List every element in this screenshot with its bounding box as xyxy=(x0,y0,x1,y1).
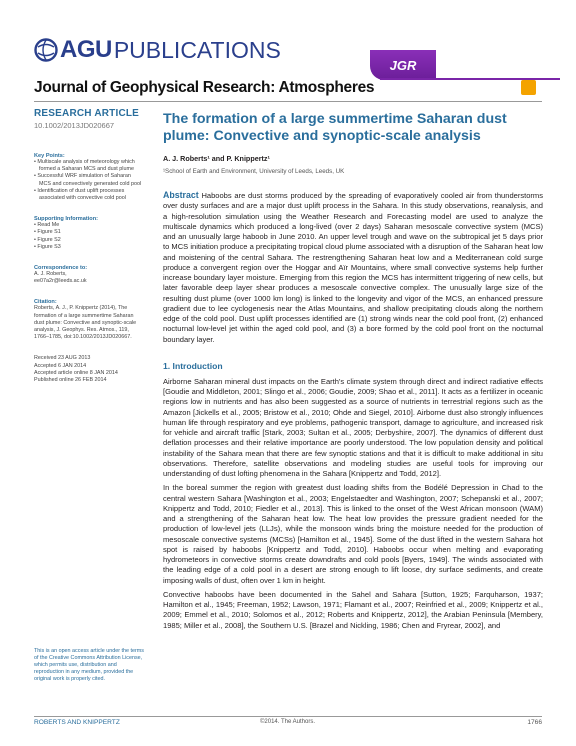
citation-heading: Citation: xyxy=(34,299,57,306)
article-type: RESEARCH ARTICLE xyxy=(34,108,140,119)
abstract xyxy=(163,190,543,345)
article-main xyxy=(163,111,543,635)
key-point: • Successful WRF simulation of Saharan MCS and convectively generated cold pool xyxy=(34,173,142,187)
citation-text: Roberts, A. J., P. Knippertz (2014), The formation of a large summertime Saharan dust plume: Convective and synoptic-scale analysis, J. Geophys. Res. Atmos., 119, 1766–1785, doi:10.1002/2013JD020667. xyxy=(34,305,137,341)
abstract-label: Abstract xyxy=(163,190,199,200)
date-accepted: Accepted 6 JAN 2014 xyxy=(34,362,87,369)
body-paragraph: Convective haboobs have been documented in the Sahel and Sahara [Sutton, 1925; Farquharson, 1937; Hamilton et al., 1945; Freeman, 1952; Lawson, 1971; Flamant et al., 2007; Reinfried et al., 2009; Knippertz et al., 2009; Emmel et al., 2010; Solomos et al., 2012; Roberts and Knippertz, 2012], the Arabian Peninsula [Membery, 1985; Miller et al., 2008], the Southern U.S. [Brazel and Nickling, 1986; Chen and Fryrear, 2002], and xyxy=(163,589,543,630)
date-published: Published online 26 FEB 2014 xyxy=(34,377,107,384)
globe-icon xyxy=(34,38,58,62)
article-authors: A. J. Roberts¹ and P. Knippertz¹ xyxy=(163,154,270,163)
page-number: 1766 xyxy=(527,719,542,726)
footer-divider xyxy=(34,716,542,717)
abstract-text: Haboobs are dust storms produced by the spreading of evaporatively cooled air from thunderstorms over dusty surfaces and are a major dust uplift process in the Sahara. In this study observations, reanalysis, and a high-resolution simulation using the Weather Research and Forecasting model are used to analyze the multiscale dynamics which produced a long-lived (over 2 days) Saharan mesoscale convective system (MCS) and an unusually large haboob in June 2010. An upper level trough and wave on the subtropical jet 5 days prior to MCS initiation produce a precipitating tropical cloud plume associated with a disruption of the Saharan heat low and moistening of the central Sahara. The restrengthening Saharan heat low and a Mediterranean cold surge produce a convergent region over the Hoggar and Aïr Mountains, where small convective systems help further increase boundary layer moisture. Emerging from this region the MCS has intermittent triggering of new cells, but later favorable deep layer shear produces a mesoscale convective complex. The unusually large size of the resulting dust plume (over 1000 km long) is linked to the longevity and vigor of the MCS, an enhanced pressure gradient due to lee cyclogenesis near the Atlas Mountains, and shallow precipitating clouds along the northern edge of the cold pool. Dust uplift processes identified are (1) strong winds near the cold pool front, (2) enhanced nocturnal low-level jet within the aged cold pool, and (3) a bore formed by the cold pool front on the nocturnal boundary layer. xyxy=(163,191,543,344)
article-title: The formation of a large summertime Saharan dust plume: Convective and synoptic-scale analysis xyxy=(163,111,507,144)
supporting-item[interactable]: • Figure S2 xyxy=(34,236,61,243)
article-doi[interactable]: 10.1002/2013JD020667 xyxy=(34,121,115,130)
footer-authors: ROBERTS AND KNIPPERTZ xyxy=(34,719,120,726)
body-paragraph: Airborne Saharan mineral dust impacts on the Earth's climate system through direct and indirect radiative effects [Goudie and Middleton, 2001; Slingo et al., 2006; Goudie, 2009; Shao et al., 2011]. It acts as a fertilizer in oceanic regions low in nutrients and has also been suggested as a source of nutrients in terrestrial regions such as the Amazon [Jickells et al., 2005; Bristow et al., 2010; Ohde and Siegel, 2010]. Airborne dust also strongly influences human life through respiratory and eye problems, pathogenic transport, damage to agriculture, and increased risk for vehicle and aircraft traffic [Stark, 2003; Sultan et al., 2005; Derbyshire, 2007]. The dynamics of different dust deflation processes and their relative importance are poorly understood. The low population density and political instability of the Sahara mean that there are few synoptic stations and that it is difficult to make additional in situ observations. Therefore, satellite observations and modeling studies are useful tools for improving our understanding of dust lofting phenomena in the Sahara [Knippertz and Todd, 2012]. xyxy=(163,376,543,478)
correspondence-heading: Correspondence to: xyxy=(34,265,88,272)
supporting-item[interactable]: • Figure S1 xyxy=(34,229,61,236)
supporting-info-heading: Supporting Information: xyxy=(34,216,99,223)
key-point: • Identification of dust uplift processes associated with convective cold pool xyxy=(34,187,126,202)
author-affiliation: ¹School of Earth and Environment, University of Leeds, Leeds, UK xyxy=(163,168,345,175)
jgr-badge: JGR xyxy=(370,50,436,80)
key-point: • Multiscale analysis of meteorology which formed a Saharan MCS and dust plume xyxy=(34,159,135,173)
article-sidebar xyxy=(34,108,144,384)
open-access-lock-icon xyxy=(521,80,536,95)
correspondence-email[interactable]: ee07a2r@leeds.ac.uk xyxy=(34,278,87,285)
supporting-item[interactable]: • Figure S3 xyxy=(34,243,61,250)
logo-publications-text: PUBLICATIONS xyxy=(113,36,281,63)
logo-agu-text: AGU xyxy=(60,36,112,63)
body-paragraph: In the boreal summer the region with greatest dust loading shifts from the Bodélé Depression in Chad to the central western Sahara [Washington et al., 2003; Engelstaedter and Washington, 2007; Schepanski et al., 2007; Knippertz and Todd, 2010; Fiedler et al., 2013]. This is linked to the onset of the West African monsoon (WAM) and a strengthening of the Saharan heat low. The heat low provides the pressure gradient needed for the production of low-level jets (LLJs), while the monsoon winds bring the moisture needed for the production of mesoscale convective systems (MCSs) [Hamilton et al., 1945]. Some of the dust lifted in the western Sahara hot spot is raised by haboobs [Knippertz and Todd, 2010]. Haboobs occur when melting and evaporating hydrometeors in convective storms create downdrafts and cold pools [Byers, 1949]. The winds associated with the leading edge of a cold pool in a desert are strong enough to lift loose, dry surface sediments, and create imposing walls of dust, often over 1 km in height. xyxy=(163,483,543,585)
article-dates xyxy=(34,355,144,384)
date-received: Received 23 AUG 2013 xyxy=(34,355,91,362)
section-heading-introduction: 1. Introduction xyxy=(163,360,223,371)
journal-title: Journal of Geophysical Research: Atmospheres xyxy=(34,79,375,96)
agu-publications-logo xyxy=(34,35,281,65)
header-divider xyxy=(34,101,542,102)
open-access-note: This is an open access article under the terms of the Creative Commons Attribution License, which permits use, distribution and reproduction in any medium, provided the original work is properly cited. xyxy=(34,648,144,683)
date-accepted-online: Accepted article online 8 JAN 2014 xyxy=(34,369,118,376)
correspondence-name: A. J. Roberts, xyxy=(34,271,67,278)
key-points-heading: Key Points: xyxy=(34,153,65,159)
footer-copyright: ©2014. The Authors. xyxy=(260,719,316,725)
supporting-item[interactable]: • Read Me xyxy=(34,222,60,229)
